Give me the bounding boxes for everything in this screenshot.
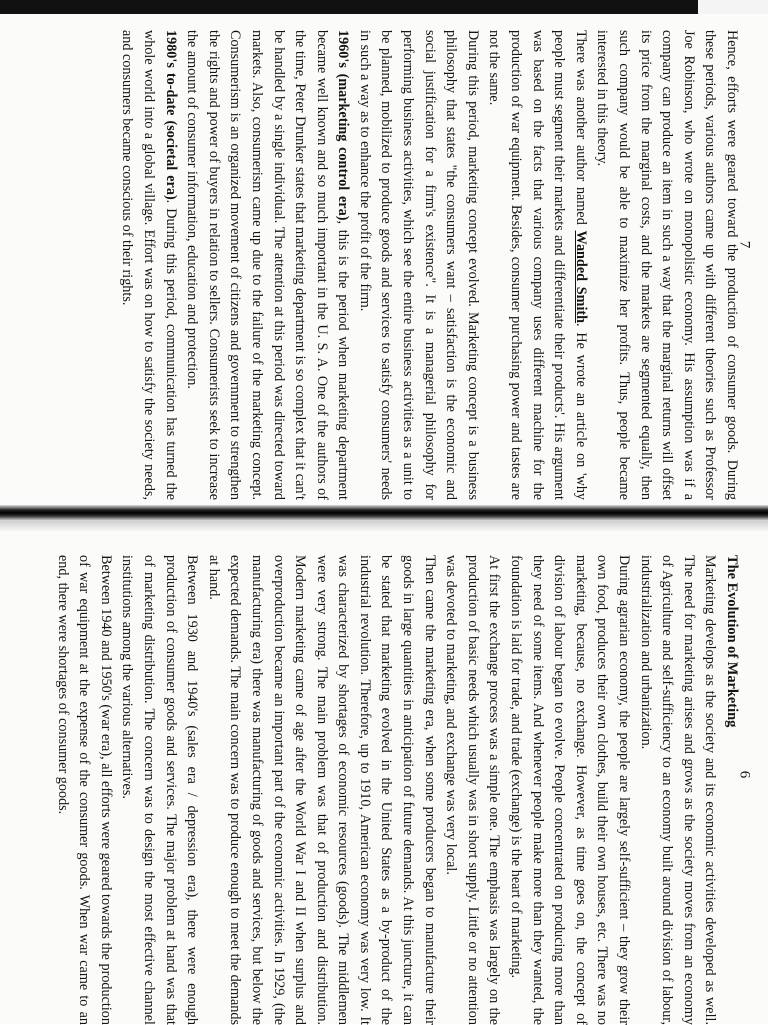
book-spine-shadow <box>0 505 768 521</box>
page-6-paragraph-4: Then came the marketing era, when some producers began to manufacture their goods in large quantities in anticipation of future demands. At this juncture, it can be stated that marketing evolved in the United States as a by-product of the industrial revolution. Therefore, up to 1910, American economy was very low. It was characterized by shortages of economic resources (goods). The middlemen were very strong. The main problem was that of production and distribution. Modern marketing came of age after the World War I and II when surplus and overproduction became an important part of the economic activities. In 1929, (the manufacturing era) there was manufacturing of goods and services, but below the expected demands. The main concern was to produce enough to meet the demands at hand. <box>205 555 438 1025</box>
era-heading-1980s: 1980's to-date (societal era) <box>162 30 179 200</box>
page-7-paragraph-5 <box>116 30 181 500</box>
page-7-paragraph-2-post: . He wrote an article on 'why people must segment their markets and differentiate their products'. His argument was based on the facts that various company uses different machine for the production of war equipment. Besides, consumer purchasing power and tastes are not the same. <box>486 30 589 501</box>
author-name-emphasis: Wanded Smith <box>572 230 589 324</box>
section-title: The Evolution of Marketing <box>724 555 740 728</box>
page-7-paragraph-4-text: , this is the period when marketing department became well known and so much important in the U. S. A. One of the authors of the time, Peter Drunker states that marketing department is so complex that it can't be handled by a single individual. The attention at this period was directed toward markets. Also, consumerism came up due to the failure of the marketing concept. Consumerism is an organized movement of citizens and government to strengthen the rights and power of buyers in relation to sellers. Consumerists seek to increase the amount of consumer information, education and protection. <box>184 30 352 501</box>
scan-top-edge-fade <box>698 0 768 14</box>
page-number-6: 6 <box>736 770 753 779</box>
era-heading-1960s: 1960's (marketing control era) <box>335 30 352 221</box>
page-6-text-column <box>54 555 742 1025</box>
page-6-paragraph-2: During agrarian economy, the people are largely self-sufficient – they grow their own food, produces their own clothes, build their own houses, etc. There was no marketing, because, no exchange. However, as time goes on, the concept of division of labour began to evolve. People concentrated on producing more than they need of some items. And whenever people make more than they wanted, the foundation is laid for trade, and trade (exchange) is the heart of marketing. <box>508 555 633 1025</box>
page-7-text-column <box>62 30 742 500</box>
page-6-paragraph-6: Between 1940 and 1950's (war era), all efforts were geared towards the production of war equipment at the expense of the consumer goods. When war came to an end, there were shortages of consumer goods. <box>54 555 114 1025</box>
page-7-paragraph-1: Hence, efforts were geared toward the production of consumer goods. During these periods, various authors came up with different theories such as Professor Joe Robinson, who wrote on monopolistic economy. His assumption was if a company can produce an item in such a way that the marginal returns will offset its price from the marginal costs, and the markets are segmented equally, then such company would be able to maximize her profits. Thus, people became interested in this theory. <box>594 30 740 500</box>
page-number-7: 7 <box>736 240 753 249</box>
page-6-paragraph-3: At first the exchange process was a simple one. The emphasis was largely on the production of basic needs which usually was in short supply. Little or no attention was devoted to marketing, and exchange was very local. <box>443 555 503 1025</box>
page-7-paragraph-2 <box>483 30 591 500</box>
page-6-paragraph-1: Marketing develops as the society and its economic activities developed as well. The need for marketing arises and grows as the society moves from an economy of Agriculture and self-sufficiency to an economy built around division of labour, industrialization and urbanization. <box>637 555 719 1025</box>
scan-top-edge <box>0 0 768 14</box>
book-spine-gradient <box>0 521 768 533</box>
page-7-paragraph-4 <box>181 30 354 500</box>
page-6-paragraph-5: Between 1930 and 1940's (sales era / depression era), there were enough production of consumer goods and services. The major problem at hand was that of marketing distribution. The concern was to design the most effective channel institutions among the various alternatives. <box>119 555 201 1025</box>
page-7-paragraph-5-text: . During this period, communication has turned the whole world into a global village. Effort was on how to satisfy the society needs, and consumers became conscious of their rights. <box>119 30 179 500</box>
page-7-paragraph-2-pre: There was another author named <box>572 30 589 231</box>
page-7-paragraph-3: During this period, marketing concept evolved. Marketing concept is a business philosophy that states "the consumers want – satisfaction is the economic and social justification for a firm's existence". It is a managerial philosophy for performing business activities, which see the entire business activities as a unit to be planned, mobilized to produce goods and services to satisfy consumers' needs in such a way as to enhance the profit of the firm. <box>356 30 481 500</box>
